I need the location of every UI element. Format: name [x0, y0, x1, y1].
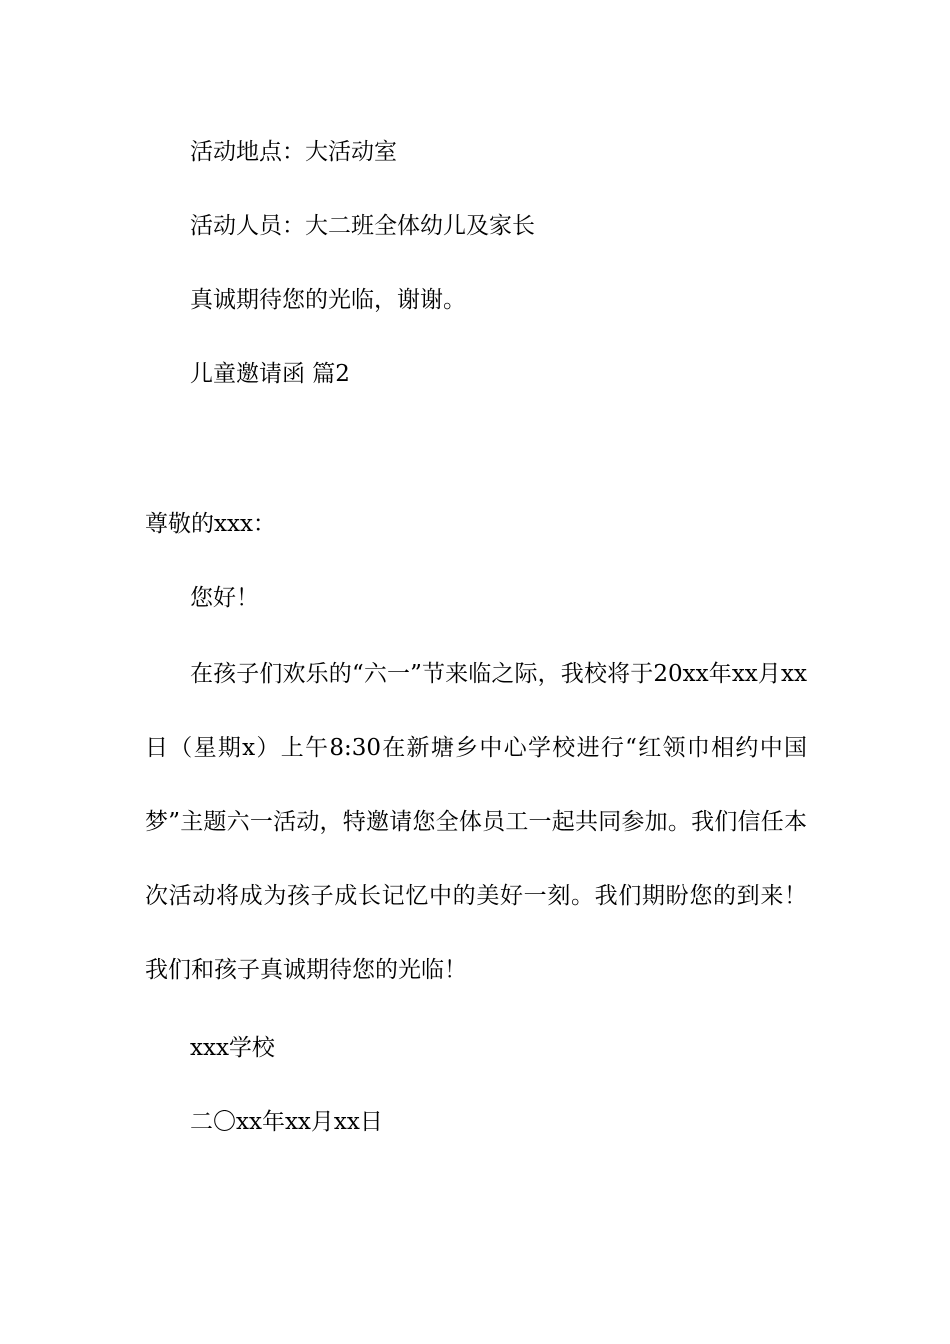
date-line: 二〇xx年xx月xx日: [190, 1109, 383, 1135]
greeting: 您好！: [190, 585, 259, 611]
body-paragraph: 在孩子们欢乐的“六一”节来临之际，我校将于20xx年xx月xx日（星期x）上午8:30在新塘乡中心学校进行“红领巾相约中国梦”主题六一活动，特邀请您全体员工一起共同参加。我们信任本次活动将成为孩子成长记忆中的美好一刻。我们期盼您的到来！我们和孩子真诚期待您的光临！: [145, 661, 807, 983]
salutation: 尊敬的xxx：: [145, 511, 276, 537]
closing-line: 真诚期待您的光临，谢谢。: [190, 287, 466, 313]
signature: xxx学校: [190, 1035, 275, 1061]
participants-line: 活动人员：大二班全体幼儿及家长: [190, 213, 535, 239]
section-heading: 儿童邀请函 篇2: [190, 361, 350, 387]
venue-line: 活动地点：大活动室: [190, 139, 397, 165]
